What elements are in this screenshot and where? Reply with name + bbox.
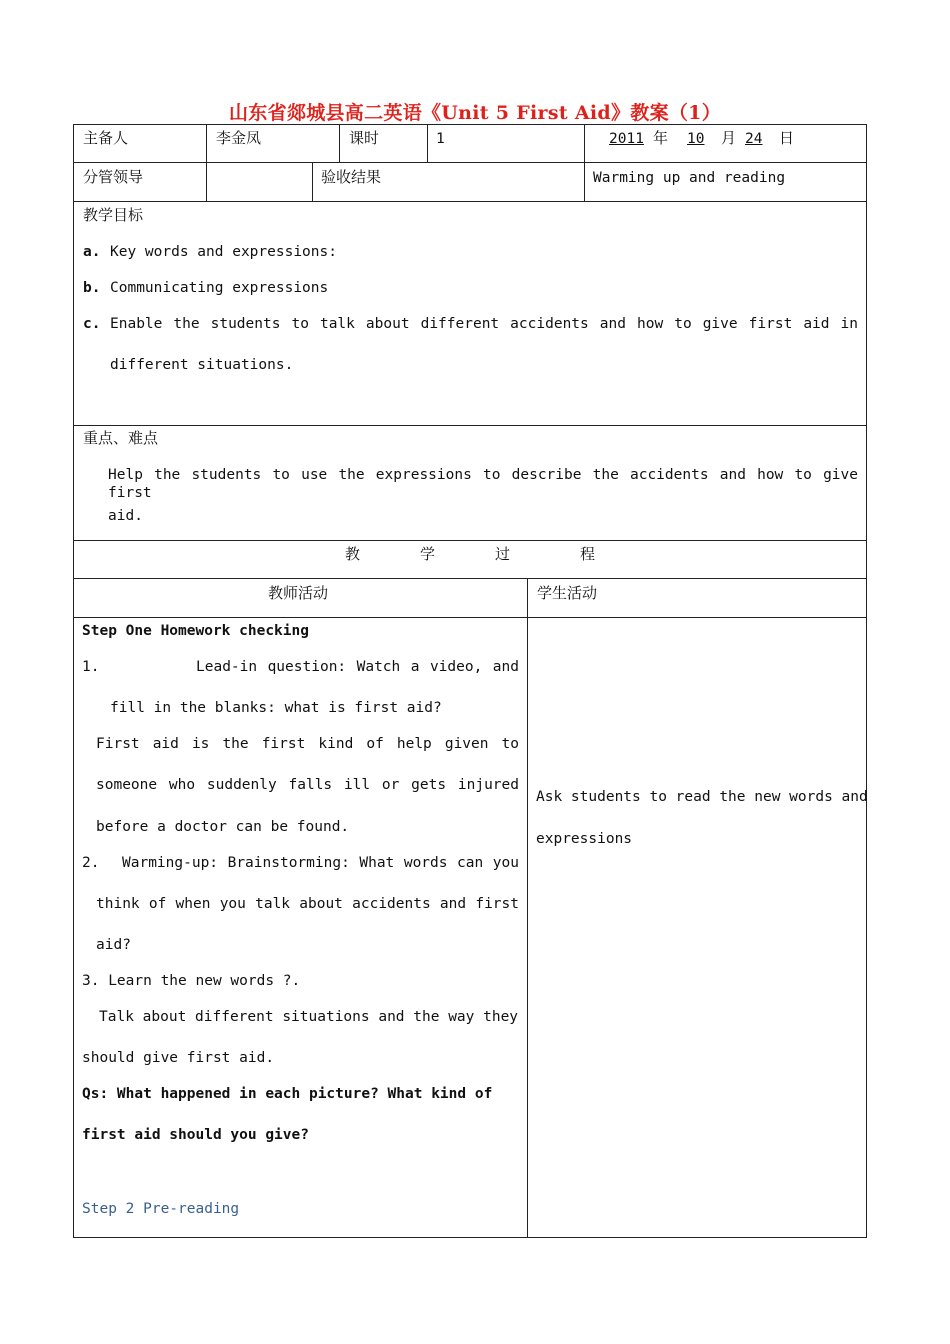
step-one-title: Step One Homework checking bbox=[82, 623, 309, 639]
period-value: 1 bbox=[436, 131, 445, 147]
period-label: 课时 bbox=[349, 129, 380, 147]
period-value-cell bbox=[427, 124, 585, 163]
process-heading-char-2: 学 bbox=[420, 545, 436, 563]
item2-line2: think of when you talk about accidents and first bbox=[96, 896, 519, 912]
item1-line4: someone who suddenly falls ill or gets injured bbox=[96, 777, 519, 793]
objective-c-line1: Enable the students to talk about different accidents and how to give first aid in bbox=[110, 316, 858, 332]
item1-line2: fill in the blanks: what is first aid? bbox=[110, 700, 442, 716]
preparer-name: 李金凤 bbox=[216, 129, 262, 147]
item3-line2: Talk about different situations and the way they bbox=[99, 1009, 519, 1025]
student-activity-line1: Ask students to read the new words and bbox=[536, 789, 868, 805]
item2-line1: Warming-up: Brainstorming: What words can you bbox=[122, 855, 519, 871]
item1-number: 1. bbox=[82, 659, 100, 675]
preparer-label: 主备人 bbox=[83, 129, 129, 147]
leader-label: 分管领导 bbox=[83, 168, 144, 186]
objective-c-line2: different situations. bbox=[110, 357, 294, 373]
item1-line3: First aid is the first kind of help given to bbox=[96, 736, 519, 752]
date-year: 2011 bbox=[609, 131, 644, 147]
process-heading-char-4: 程 bbox=[580, 545, 596, 563]
date-field bbox=[593, 130, 863, 150]
student-activity-cell bbox=[527, 617, 867, 1238]
key-points-line1: Help the students to use the expressions to describe the accidents and how to give first bbox=[108, 467, 858, 501]
date-month-unit: 月 bbox=[721, 129, 737, 147]
lesson-topic: Warming up and reading bbox=[593, 170, 786, 186]
item2-number: 2. bbox=[82, 855, 100, 871]
key-points-heading: 重点、难点 bbox=[83, 429, 159, 447]
objective-b-text: Communicating expressions bbox=[110, 280, 329, 296]
step-two-title: Step 2 Pre-reading bbox=[82, 1201, 240, 1217]
objective-b-marker: b. bbox=[83, 280, 101, 296]
objectives-cell bbox=[73, 201, 867, 426]
date-month: 10 bbox=[687, 131, 705, 147]
student-header: 学生活动 bbox=[537, 584, 598, 602]
item1-line5: before a doctor can be found. bbox=[96, 819, 350, 835]
date-day: 24 bbox=[745, 131, 763, 147]
process-heading-char-1: 教 bbox=[345, 545, 361, 563]
process-heading-cell bbox=[73, 540, 867, 579]
teacher-header: 教师活动 bbox=[268, 584, 329, 602]
objective-a-marker: a. bbox=[83, 244, 101, 260]
item2-line3: aid? bbox=[96, 937, 131, 953]
objectives-heading: 教学目标 bbox=[83, 206, 144, 224]
process-heading-char-3: 过 bbox=[495, 545, 511, 563]
date-day-unit: 日 bbox=[779, 129, 795, 147]
item1-line1: Lead-in question: Watch a video, and bbox=[196, 659, 519, 675]
objective-a-text: Key words and expressions: bbox=[110, 244, 337, 260]
item3-line3: should give first aid. bbox=[82, 1050, 275, 1066]
check-label: 验收结果 bbox=[321, 168, 382, 186]
key-points-line2: aid. bbox=[108, 508, 143, 524]
date-year-unit: 年 bbox=[653, 129, 669, 147]
item3-line1: 3. Learn the new words ?. bbox=[82, 973, 301, 989]
question-line2: first aid should you give? bbox=[82, 1127, 309, 1143]
document-title: 山东省郯城县高二英语《Unit 5 First Aid》教案（1） bbox=[229, 102, 721, 124]
objective-c-marker: c. bbox=[83, 316, 101, 332]
student-activity-line2: expressions bbox=[536, 831, 633, 847]
leader-value-cell bbox=[206, 162, 313, 202]
question-line1: Qs: What happened in each picture? What kind of bbox=[82, 1086, 493, 1102]
